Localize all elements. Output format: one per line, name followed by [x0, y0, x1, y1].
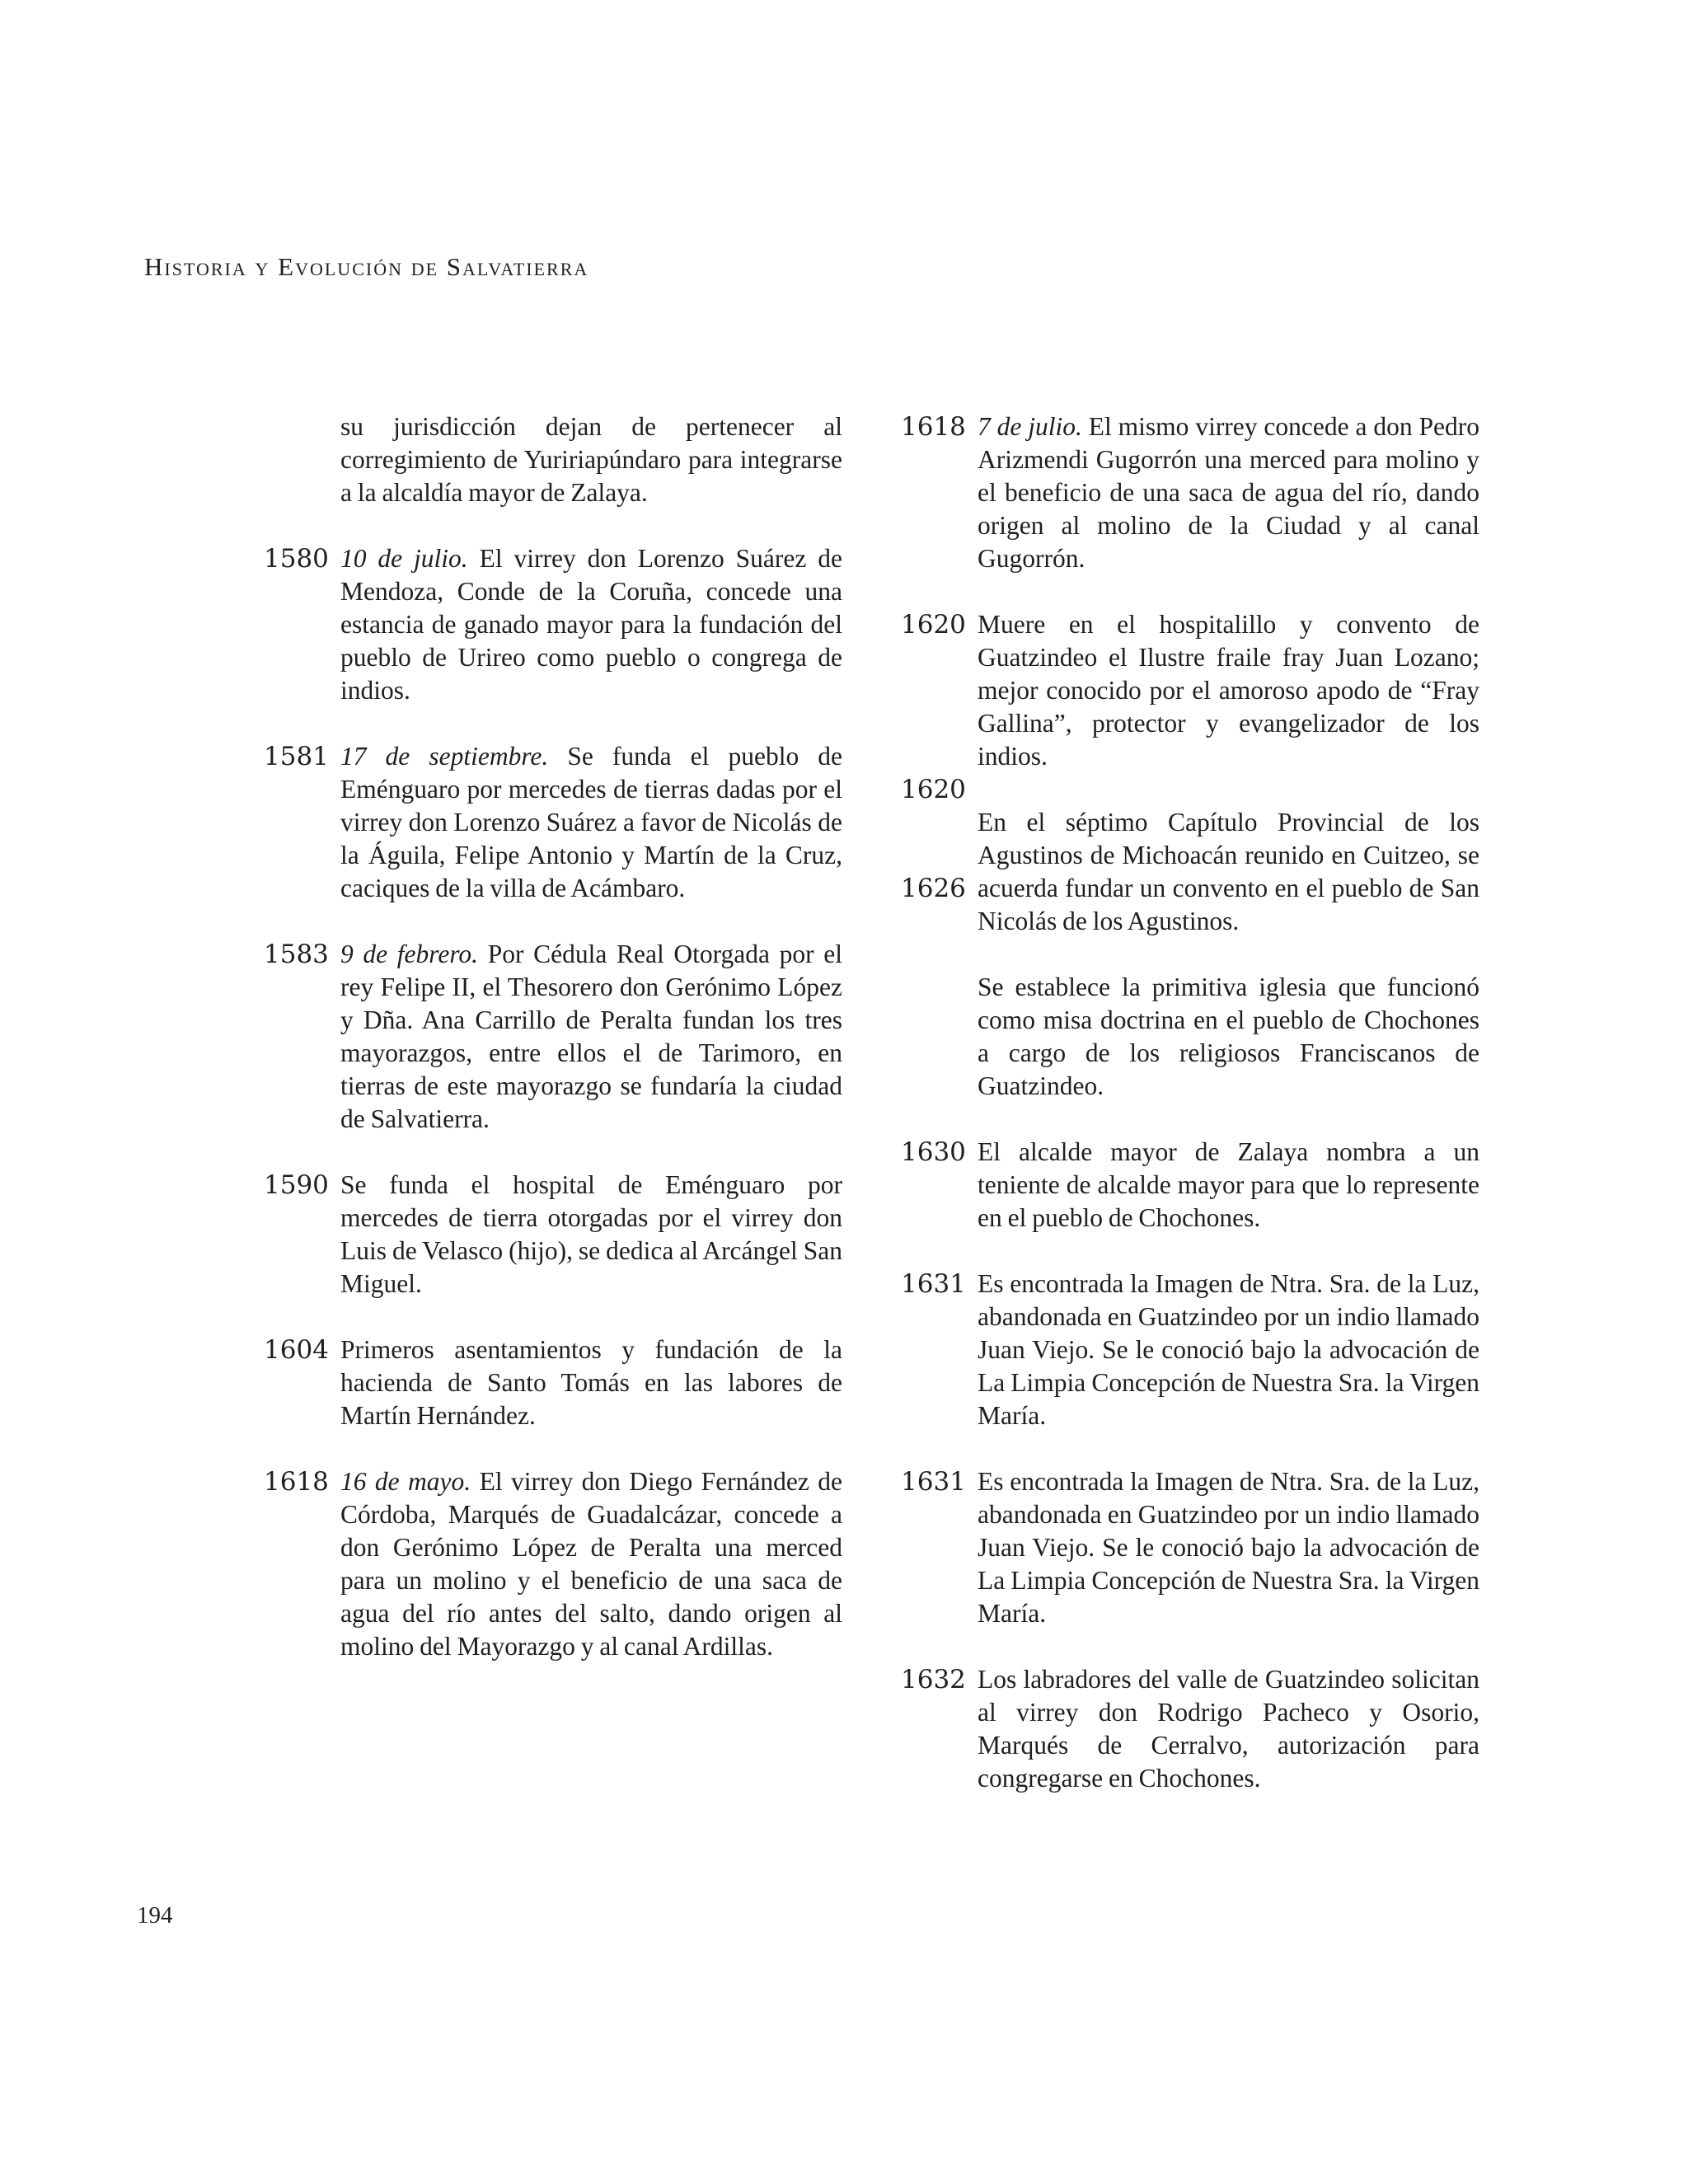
entry-description: Primeros asentamientos y fundación de la hacienda de Santo Tomás en las labores de Martín Hernández.: [340, 1335, 842, 1430]
entry-year: 1631: [901, 1467, 966, 1497]
entry-description: Muere en el hospitalillo y convento de Guatzindeo el Ilustre fraile fray Juan Lozano; mejor conocido por el amoroso apodo de “Fray Gallina”, protector y evangelizador de los indios.: [978, 610, 1479, 771]
entry-description: El virrey don Lorenzo Suárez de Mendoza, Conde de la Coruña, concede una estancia de ganado mayor para la fundación del pueblo de Urireo como pueblo o congrega de indios.: [340, 544, 842, 705]
entry-text: [340, 1465, 842, 1663]
entry-year: 1581: [264, 742, 329, 771]
entry-year: 1618: [264, 1467, 329, 1497]
entry-year-group: [901, 773, 978, 938]
entry-description: Es encontrada la Imagen de Ntra. Sra. de la Luz, abandonada en Guatzindeo por un indio llamado Juan Viejo. Se le conoció bajo la advocación de La Limpia Concepción de Nuestra Sra. la Virgen María.: [978, 1269, 1479, 1430]
entry-text: [978, 1136, 1479, 1235]
entry-description: El mismo virrey concede a don Pedro Arizmendi Gugorrón una merced para molino y el beneficio de una saca de agua del río, dando origen al molino de la Ciudad y al canal Gugorrón.: [978, 412, 1479, 573]
page-number: 194: [137, 1902, 173, 1929]
entry-description: Es encontrada la Imagen de Ntra. Sra. de la Luz, abandonada en Guatzindeo por un indio llamado Juan Viejo. Se le conoció bajo la advocación de La Limpia Concepción de Nuestra Sra. la Virgen María.: [978, 1467, 1479, 1628]
entry-date: 16 de mayo.: [340, 1467, 471, 1496]
entry-year-secondary: 1626: [901, 874, 966, 903]
timeline-entry: [901, 971, 1688, 1103]
entry-text: [340, 1333, 842, 1432]
entry-year: 1604: [264, 1335, 329, 1365]
timeline-entry: [901, 1663, 1688, 1795]
entry-description: Se funda el hospital de Eménguaro por mercedes de tierra otorgadas por el virrey don Luis de Velasco (hijo), se dedica al Arcángel San Miguel.: [340, 1170, 842, 1298]
entry-text: [340, 938, 842, 1136]
entry-description: El alcalde mayor de Zalaya nombra a un teniente de alcalde mayor para que lo represente en el pueblo de Chochones.: [978, 1137, 1479, 1232]
entry-year: 1618: [901, 412, 966, 442]
entry-text: [978, 1663, 1479, 1795]
entry-text: [978, 608, 1479, 773]
entry-year: 1620: [901, 610, 966, 640]
entry-year: 1630: [901, 1137, 966, 1167]
entry-date: 10 de julio.: [340, 544, 468, 573]
entry-text: [340, 410, 842, 509]
entry-text: [978, 410, 1479, 575]
entry-year: 1631: [901, 1269, 966, 1299]
entry-text: [978, 1465, 1479, 1630]
entry-text: [340, 542, 842, 707]
entry-year: 1580: [264, 544, 329, 574]
entry-date: 7 de julio.: [978, 412, 1082, 441]
timeline-entry: [901, 608, 1688, 773]
entry-date: 9 de febrero.: [340, 940, 479, 968]
entry-year: [901, 971, 978, 1103]
running-title: Historia y Evolución de Salvatierra: [144, 252, 589, 281]
entry-description: Por Cédula Real Otorgada por el rey Felipe II, el Thesorero don Gerónimo López y Dña. Ana Carrillo de Peralta fundan los tres mayorazgos, entre ellos el de Tarimoro, en tierras de este mayorazgo se fundaría la ciudad de Salvatierra.: [340, 940, 842, 1133]
entry-description: su jurisdicción dejan de pertenecer al corregimiento de Yuririapúndaro para integrarse a la alcaldía mayor de Zalaya.: [340, 412, 842, 507]
timeline-entry: [901, 773, 1688, 938]
entry-description: En el séptimo Capítulo Provincial de los Agustinos de Michoacán reunido en Cuitzeo, se acuerda fundar un convento en el pueblo de San Nicolás de los Agustinos.: [978, 808, 1479, 935]
entry-text: [978, 773, 1479, 938]
entry-year: [264, 410, 340, 509]
timeline-entry: [901, 1465, 1688, 1630]
entry-date: 17 de septiembre.: [340, 742, 549, 771]
entry-description: Se funda el pueblo de Eménguaro por mercedes de tierras dadas por el virrey don Lorenzo Suárez a favor de Nicolás de la Águila, Felipe Antonio y Martín de la Cruz, caciques de la villa de Acámbaro.: [340, 742, 843, 902]
timeline-entry: [901, 1268, 1688, 1432]
entry-text: [978, 1268, 1479, 1432]
entry-text: [340, 1169, 842, 1301]
entry-year: 1590: [264, 1170, 329, 1200]
right-column: [901, 410, 1688, 1828]
entry-year: 1620: [901, 775, 966, 804]
timeline-entry: [901, 410, 1688, 575]
entry-text: [978, 971, 1479, 1103]
entry-text: [340, 740, 842, 905]
timeline-entry: [901, 1136, 1688, 1235]
entry-description: El virrey don Diego Fernández de Córdoba, Marqués de Guadalcázar, concede a don Gerónimo López de Peralta una merced para un molino y el beneficio de una saca de agua del río antes del salto, dando origen al molino del Mayorazgo y al canal Ardillas.: [340, 1467, 842, 1661]
entry-description: Los labradores del valle de Guatzindeo solicitan al virrey don Rodrigo Pacheco y Osorio, Marqués de Cerralvo, autorización para congregarse en Chochones.: [978, 1665, 1479, 1793]
entry-year: 1632: [901, 1665, 966, 1694]
entry-year: 1583: [264, 940, 329, 969]
entry-description: Se establece la primitiva iglesia que funcionó como misa doctrina en el pueblo de Chochones a cargo de los religiosos Franciscanos de Guatzindeo.: [978, 972, 1479, 1100]
